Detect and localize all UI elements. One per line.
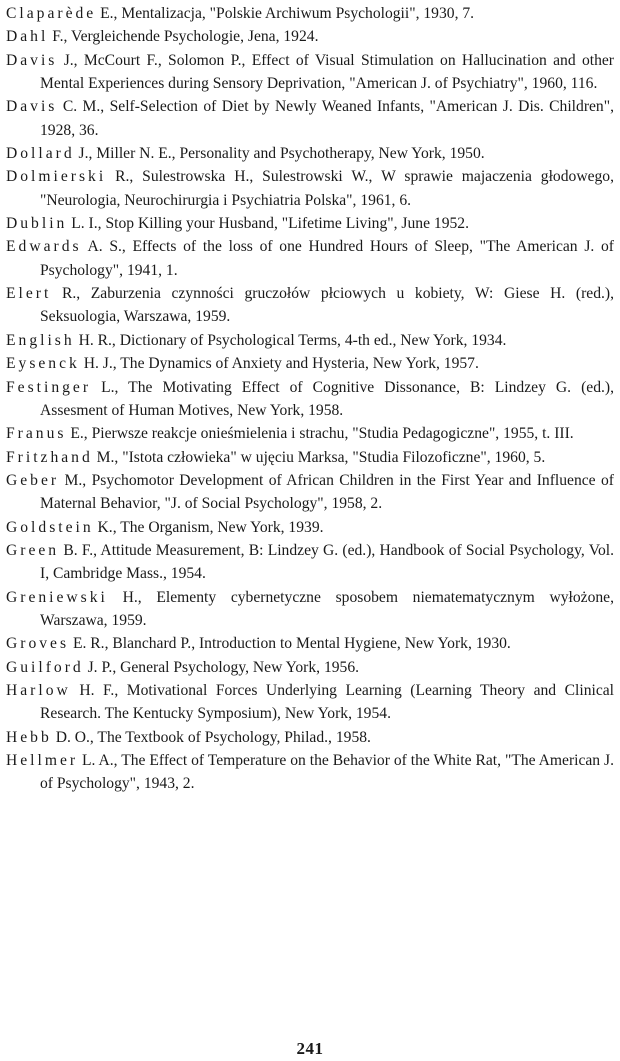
entry-author: Claparède: [6, 5, 97, 22]
entry-citation: B. F., Attitude Measurement, B: Lindzey G. (ed.), Handbook of Social Psychology, Vol. I, Cambridge Mass., 1954.: [40, 541, 614, 583]
entry-citation: E., Mentalizacja, "Polskie Archiwum Psychologii", 1930, 7.: [100, 5, 475, 22]
entry-author: Hellmer: [6, 752, 79, 769]
entry-author: Dublin: [6, 215, 68, 233]
entry-author: Davis: [6, 51, 58, 69]
entry-author: Eysenck: [6, 355, 80, 373]
entry-citation: A. S., Effects of the loss of one Hundred Hours of Sleep, "The American J. of Psychology", 1941, 1.: [40, 238, 614, 279]
bibliography-entry: [6, 352, 614, 375]
bibliography-entry: [6, 212, 614, 235]
bibliography-entry: [6, 656, 614, 679]
entry-author: Green: [6, 541, 60, 559]
entry-author: Greniewski: [6, 588, 108, 606]
entry-citation: L. A., The Effect of Temperature on the Behavior of the White Rat, "The American J. of Psychology", 1943, 2.: [40, 752, 614, 793]
entry-citation: H., Elementy cybernetyczne sposobem niematematycznym wyłożone, Warszawa, 1959.: [40, 588, 614, 629]
bibliography-entry: [6, 95, 614, 142]
entry-author: Edwards: [6, 238, 82, 256]
entry-citation: D. O., The Textbook of Psychology, Philad., 1958.: [55, 728, 371, 746]
entry-author: Dahl: [6, 28, 49, 46]
bibliography-entry: [6, 539, 614, 586]
entry-citation: R., Zaburzenia czynności gruczołów płciowych u kobiety, W: Giese H. (red.), Seksuologia, Warszawa, 1959.: [40, 285, 614, 326]
entry-author: Davis: [6, 98, 58, 116]
bibliography-entry: [6, 422, 614, 445]
entry-citation: E. R., Blanchard P., Introduction to Mental Hygiene, New York, 1930.: [72, 635, 511, 653]
entry-citation: L., The Motivating Effect of Cognitive Dissonance, B: Lindzey G. (ed.), Assesment of Human Motives, New York, 1958.: [40, 378, 614, 419]
bibliography-entry: [6, 329, 614, 352]
entry-author: Elert: [6, 285, 52, 303]
entry-citation: E., Pierwsze reakcje onieśmielenia i strachu, "Studia Pedagogiczne", 1955, t. III.: [70, 425, 574, 443]
entry-citation: H. F., Motivational Forces Underlying Learning (Learning Theory and Clinical Research. The Kentucky Symposium), New York, 1954.: [40, 681, 614, 723]
entry-citation: R., Sulestrowska H., Sulestrowski W., W sprawie majaczenia głodowego, "Neurologia, Neurochirurgia i Psychiatria Polska", 1961, 6.: [40, 168, 614, 209]
entry-citation: K., The Organism, New York, 1939.: [97, 518, 324, 536]
bibliography-entry: [6, 282, 614, 329]
entry-citation: M., Psychomotor Development of African Children in the First Year and Influence of Maternal Behavior, "J. of Social Psychology", 1958, 2.: [40, 471, 614, 513]
entry-author: Harlow: [6, 681, 71, 699]
bibliography-entry: [6, 49, 614, 96]
bibliography-entry: [6, 235, 614, 282]
entry-citation: H. J., The Dynamics of Anxiety and Hysteria, New York, 1957.: [83, 355, 479, 373]
bibliography-entry: [6, 679, 614, 726]
entry-author: Dollard: [6, 145, 75, 163]
entry-author: Groves: [6, 635, 70, 653]
entry-author: Fritzhand: [6, 448, 93, 466]
bibliography-entry: [6, 726, 614, 749]
entry-author: Franus: [6, 425, 67, 443]
bibliography-entry: [6, 2, 614, 25]
entry-author: Goldstein: [6, 518, 94, 536]
entry-citation: H. R., Dictionary of Psychological Terms, 4-th ed., New York, 1934.: [78, 331, 507, 349]
bibliography-entry: [6, 25, 614, 48]
bibliography-entry: [6, 586, 614, 633]
entry-citation: J., Miller N. E., Personality and Psychotherapy, New York, 1950.: [78, 145, 485, 163]
entry-author: Geber: [6, 471, 60, 489]
bibliography-entry: [6, 376, 614, 423]
entry-citation: M., "Istota człowieka" w ujęciu Marksa, "Studia Filozoficzne", 1960, 5.: [96, 448, 546, 466]
entry-author: Festinger: [6, 378, 92, 396]
bibliography-list: [6, 2, 614, 796]
entry-author: Hebb: [6, 728, 52, 746]
entry-author: Dolmierski: [6, 168, 107, 186]
entry-citation: J. P., General Psychology, New York, 1956.: [87, 658, 360, 676]
entry-citation: L. I., Stop Killing your Husband, "Lifetime Living", June 1952.: [71, 215, 470, 233]
bibliography-entry: [6, 632, 614, 655]
entry-citation: F., Vergleichende Psychologie, Jena, 1924.: [52, 28, 319, 46]
entry-citation: C. M., Self-Selection of Diet by Newly Weaned Infants, "American J. Dis. Children", 1928, 36.: [40, 98, 614, 139]
bibliography-entry: [6, 749, 614, 796]
entry-author: Guilford: [6, 658, 84, 676]
page-number: 241: [296, 1039, 324, 1058]
entry-citation: J., McCourt F., Solomon P., Effect of Visual Stimulation on Hallucination and other Mental Experiences during Sensory Deprivation, "American J. of Psychiatry", 1960, 116.: [40, 51, 614, 93]
bibliography-entry: [6, 516, 614, 539]
bibliography-entry: [6, 142, 614, 165]
bibliography-entry: [6, 469, 614, 516]
entry-author: English: [6, 331, 75, 349]
bibliography-entry: [6, 165, 614, 212]
bibliography-entry: [6, 446, 614, 469]
